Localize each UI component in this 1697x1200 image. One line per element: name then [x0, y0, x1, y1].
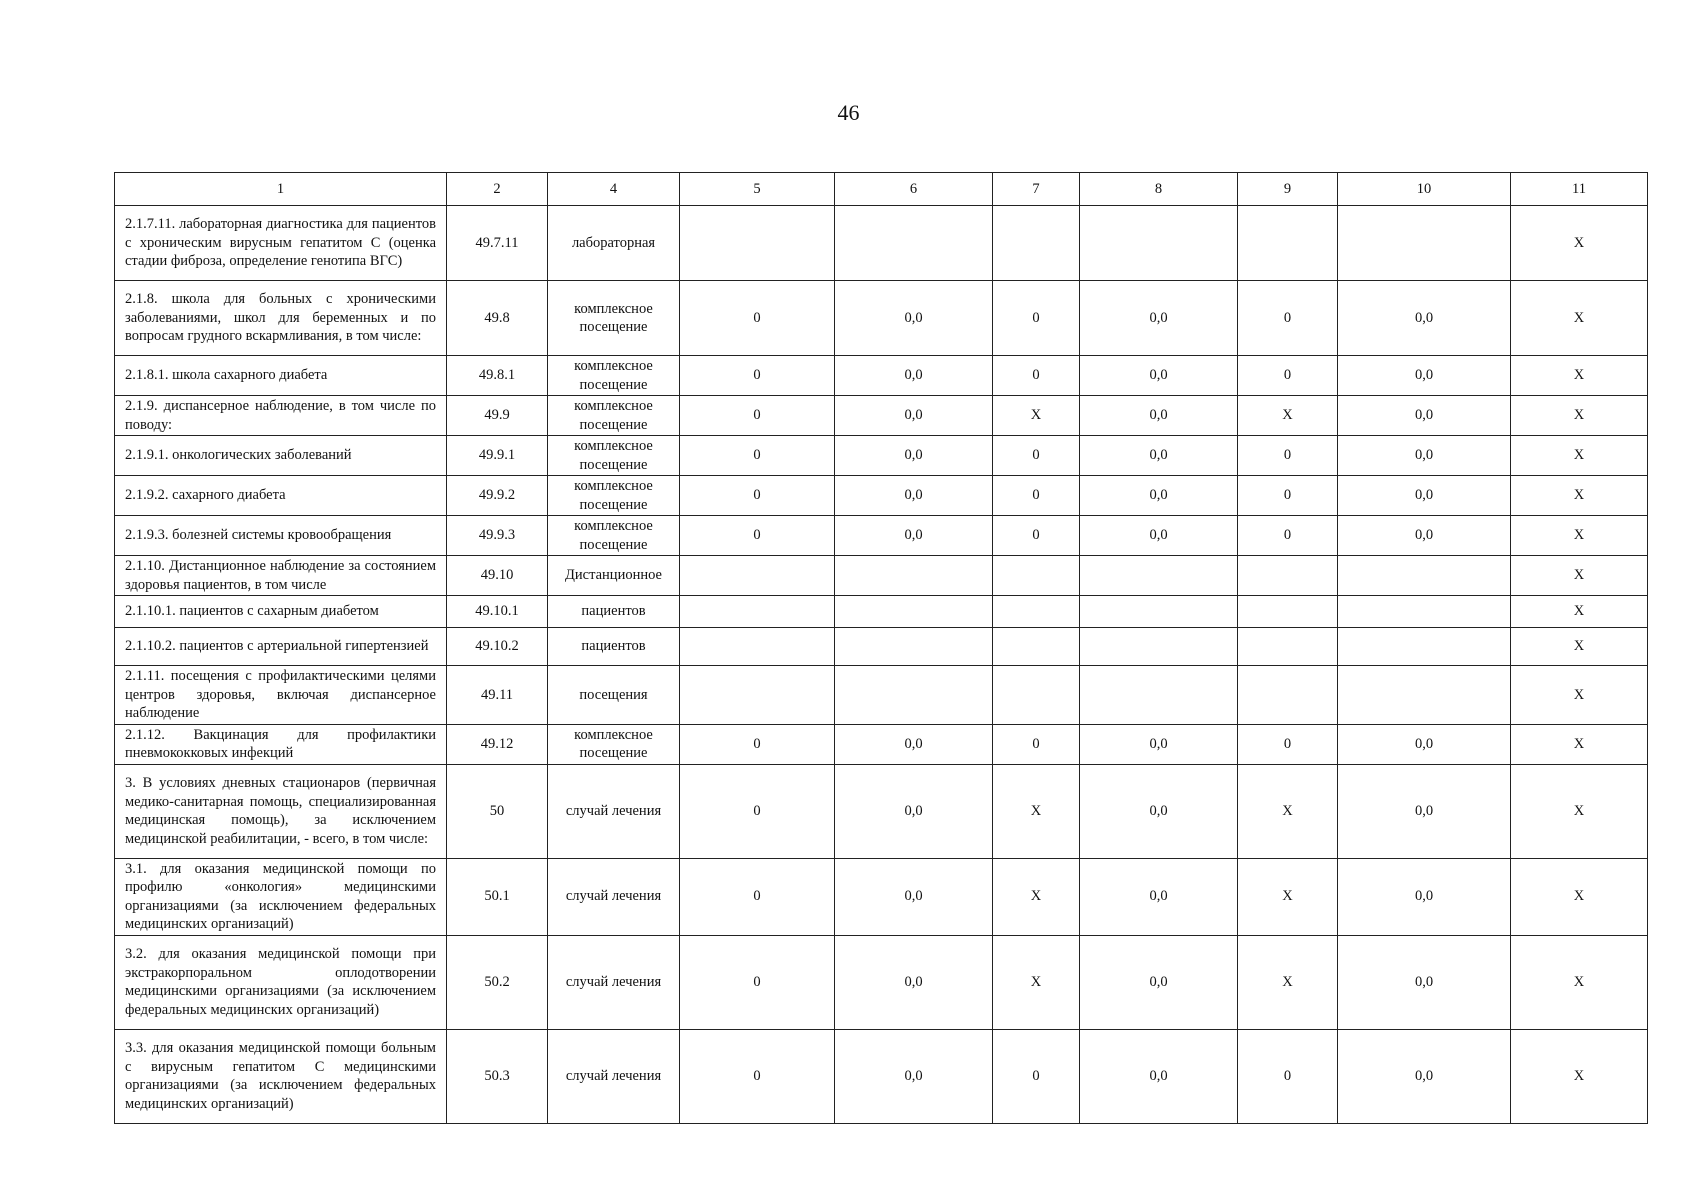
table-row — [115, 206, 1648, 281]
table-row — [115, 724, 1648, 764]
table-cell: 49.8.1 — [447, 356, 548, 396]
table-cell — [1080, 596, 1238, 628]
data-table — [114, 172, 1648, 1124]
table-cell: 49.10 — [447, 556, 548, 596]
table-cell: комплексное посещение — [548, 396, 680, 436]
table-cell: X — [1511, 206, 1648, 281]
table-cell: 0,0 — [1080, 724, 1238, 764]
table-cell: 49.12 — [447, 724, 548, 764]
table-cell: 0 — [1238, 476, 1338, 516]
table-cell: 0,0 — [835, 724, 993, 764]
header-cell: 2 — [447, 173, 548, 206]
table-row — [115, 935, 1648, 1029]
header-cell: 8 — [1080, 173, 1238, 206]
table-row — [115, 628, 1648, 666]
header-cell: 1 — [115, 173, 447, 206]
table-cell — [1080, 628, 1238, 666]
table-row — [115, 281, 1648, 356]
row-label-cell: 3.3. для оказания медицинской помощи больным с вирусным гепатитом С медицинскими организациями (за исключением федеральных медицинских организаций) — [115, 1029, 447, 1123]
row-label-cell: 3. В условиях дневных стационаров (первичная медико-санитарная помощь, специализированная медицинская помощь), за исключением медицинской реабилитации, - всего, в том числе: — [115, 764, 447, 858]
table-cell: комплексное посещение — [548, 516, 680, 556]
row-label-cell: 3.2. для оказания медицинской помощи при экстракорпоральном оплодотворении медицинскими организациями (за исключением федеральных медицинских организаций) — [115, 935, 447, 1029]
table-cell: пациентов — [548, 596, 680, 628]
table-cell: X — [1511, 516, 1648, 556]
table-cell: X — [1511, 1029, 1648, 1123]
table-cell — [680, 596, 835, 628]
table-cell: X — [1511, 356, 1648, 396]
table-cell: X — [1238, 935, 1338, 1029]
table-cell: 0,0 — [1338, 1029, 1511, 1123]
table-cell: 49.10.1 — [447, 596, 548, 628]
table-cell: X — [1511, 764, 1648, 858]
table-cell: 0,0 — [1338, 356, 1511, 396]
table-cell — [835, 596, 993, 628]
page-number: 46 — [837, 100, 860, 125]
table-row — [115, 596, 1648, 628]
table-cell: X — [1511, 396, 1648, 436]
table-cell: комплексное посещение — [548, 356, 680, 396]
table-cell: 0,0 — [1080, 1029, 1238, 1123]
table-cell: 0,0 — [1338, 281, 1511, 356]
header-cell: 7 — [993, 173, 1080, 206]
table-cell: 0,0 — [1080, 476, 1238, 516]
table-cell — [680, 556, 835, 596]
table-row — [115, 516, 1648, 556]
table-cell — [1338, 666, 1511, 725]
table-cell — [1238, 596, 1338, 628]
row-label-cell: 2.1.9. диспансерное наблюдение, в том числе по поводу: — [115, 396, 447, 436]
table-cell: 50.3 — [447, 1029, 548, 1123]
table-row — [115, 666, 1648, 725]
table-cell: 0 — [680, 436, 835, 476]
table-cell: 49.10.2 — [447, 628, 548, 666]
table-cell: 0 — [993, 724, 1080, 764]
table-cell — [1338, 596, 1511, 628]
table-cell: 0 — [680, 935, 835, 1029]
table-cell — [835, 666, 993, 725]
table-cell — [993, 206, 1080, 281]
table-cell: 0,0 — [835, 764, 993, 858]
table-cell: 0 — [1238, 724, 1338, 764]
table-cell: X — [1511, 628, 1648, 666]
table-cell: X — [1511, 858, 1648, 935]
table-cell: 0 — [993, 476, 1080, 516]
table-cell: 49.11 — [447, 666, 548, 725]
table-cell — [1080, 556, 1238, 596]
table-cell: пациентов — [548, 628, 680, 666]
table-row — [115, 436, 1648, 476]
table-cell: X — [1238, 396, 1338, 436]
table-row — [115, 556, 1648, 596]
header-row — [115, 173, 1648, 206]
table-cell: 0 — [680, 1029, 835, 1123]
table-cell — [1238, 666, 1338, 725]
table-cell: 0,0 — [835, 516, 993, 556]
table-cell: 0 — [993, 1029, 1080, 1123]
table-cell — [993, 596, 1080, 628]
table-cell: X — [1511, 556, 1648, 596]
table-cell: X — [1511, 666, 1648, 725]
table-cell: X — [993, 764, 1080, 858]
table-cell: X — [1511, 476, 1648, 516]
table-cell: 0,0 — [835, 858, 993, 935]
table-cell — [993, 628, 1080, 666]
row-label-cell: 2.1.9.3. болезней системы кровообращения — [115, 516, 447, 556]
table-cell: 0 — [1238, 1029, 1338, 1123]
table-cell — [680, 206, 835, 281]
row-label-cell: 3.1. для оказания медицинской помощи по профилю «онкология» медицинскими организациями (за исключением федеральных медицинских организаций) — [115, 858, 447, 935]
table-cell: случай лечения — [548, 935, 680, 1029]
row-label-cell: 2.1.8.1. школа сахарного диабета — [115, 356, 447, 396]
table-cell: 49.7.11 — [447, 206, 548, 281]
row-label-cell: 2.1.10.1. пациентов с сахарным диабетом — [115, 596, 447, 628]
table-cell: 0 — [1238, 436, 1338, 476]
table-cell: 0,0 — [835, 356, 993, 396]
table-cell: 0,0 — [1338, 858, 1511, 935]
table-cell — [835, 206, 993, 281]
table-cell: случай лечения — [548, 1029, 680, 1123]
table-cell: 49.9.3 — [447, 516, 548, 556]
table-cell: 50 — [447, 764, 548, 858]
table-cell: 49.9 — [447, 396, 548, 436]
table-cell: 49.9.2 — [447, 476, 548, 516]
table-cell: 0 — [993, 281, 1080, 356]
table-cell: X — [1238, 764, 1338, 858]
table-cell: X — [1511, 436, 1648, 476]
header-cell: 5 — [680, 173, 835, 206]
row-label-cell: 2.1.10. Дистанционное наблюдение за состоянием здоровья пациентов, в том числе — [115, 556, 447, 596]
table-cell: 0 — [1238, 281, 1338, 356]
table-cell: посещения — [548, 666, 680, 725]
table-cell — [993, 556, 1080, 596]
table-cell: 0,0 — [835, 436, 993, 476]
table-cell: лабораторная — [548, 206, 680, 281]
row-label-cell: 2.1.10.2. пациентов с артериальной гипертензией — [115, 628, 447, 666]
table-cell — [1338, 206, 1511, 281]
table-cell: 50.2 — [447, 935, 548, 1029]
table-cell — [1338, 556, 1511, 596]
table-cell — [1238, 628, 1338, 666]
table-cell: X — [1511, 935, 1648, 1029]
table-cell: случай лечения — [548, 764, 680, 858]
table-cell: 0 — [680, 858, 835, 935]
table-cell: 0,0 — [1338, 764, 1511, 858]
table-cell: 49.9.1 — [447, 436, 548, 476]
header-cell: 11 — [1511, 173, 1648, 206]
table-row — [115, 858, 1648, 935]
table-row — [115, 356, 1648, 396]
table-cell: X — [993, 858, 1080, 935]
table-cell: 0,0 — [1338, 476, 1511, 516]
header-cell: 9 — [1238, 173, 1338, 206]
table-cell — [1238, 556, 1338, 596]
table-cell: комплексное посещение — [548, 436, 680, 476]
table-cell: X — [1238, 858, 1338, 935]
table-cell: 50.1 — [447, 858, 548, 935]
table-cell: 0 — [680, 476, 835, 516]
row-label-cell: 2.1.9.2. сахарного диабета — [115, 476, 447, 516]
table-cell: 0,0 — [1080, 858, 1238, 935]
table-cell: 0 — [680, 281, 835, 356]
table-cell: X — [1511, 596, 1648, 628]
table-cell: 0,0 — [1080, 356, 1238, 396]
table-cell: 0 — [993, 516, 1080, 556]
table-cell: X — [1511, 281, 1648, 356]
table-cell: 0 — [680, 356, 835, 396]
row-label-cell: 2.1.11. посещения с профилактическими целями центров здоровья, включая диспансерное наблюдение — [115, 666, 447, 725]
table-row — [115, 476, 1648, 516]
row-label-cell: 2.1.7.11. лабораторная диагностика для пациентов с хроническим вирусным гепатитом С (оценка стадии фиброза, определение генотипа ВГС) — [115, 206, 447, 281]
table-cell: 0 — [993, 436, 1080, 476]
table-cell: 0 — [680, 516, 835, 556]
table-cell — [1080, 206, 1238, 281]
row-label-cell: 2.1.9.1. онкологических заболеваний — [115, 436, 447, 476]
table-cell: 0 — [680, 764, 835, 858]
table-cell — [835, 628, 993, 666]
table-cell: 0,0 — [835, 935, 993, 1029]
table-cell: комплексное посещение — [548, 281, 680, 356]
table-cell: 0,0 — [1338, 396, 1511, 436]
table-row — [115, 396, 1648, 436]
table-cell: 0 — [993, 356, 1080, 396]
table-cell: 0,0 — [835, 476, 993, 516]
table-cell — [1238, 206, 1338, 281]
table-cell: 49.8 — [447, 281, 548, 356]
table-cell: комплексное посещение — [548, 724, 680, 764]
table-cell: 0 — [1238, 356, 1338, 396]
table-cell: комплексное посещение — [548, 476, 680, 516]
table-cell: 0,0 — [835, 1029, 993, 1123]
table-cell — [1080, 666, 1238, 725]
table-cell: 0,0 — [835, 396, 993, 436]
table-cell — [1338, 628, 1511, 666]
table-cell: 0,0 — [1080, 436, 1238, 476]
table-cell: 0 — [680, 724, 835, 764]
table-cell: 0,0 — [1338, 724, 1511, 764]
table-cell — [680, 666, 835, 725]
row-label-cell: 2.1.8. школа для больных с хроническими заболеваниями, школ для беременных и по вопросам грудного вскармливания, в том числе: — [115, 281, 447, 356]
table-cell: 0,0 — [1080, 281, 1238, 356]
table-cell: 0,0 — [1080, 935, 1238, 1029]
table-cell: случай лечения — [548, 858, 680, 935]
header-cell: 4 — [548, 173, 680, 206]
header-cell: 10 — [1338, 173, 1511, 206]
table-cell: 0 — [680, 396, 835, 436]
row-label-cell: 2.1.12. Вакцинация для профилактики пневмококковых инфекций — [115, 724, 447, 764]
table-cell: 0,0 — [1080, 764, 1238, 858]
table-cell: 0,0 — [1338, 935, 1511, 1029]
table-cell: 0 — [1238, 516, 1338, 556]
table-cell: Дистанционное — [548, 556, 680, 596]
table-body — [115, 206, 1648, 1124]
table-cell: 0,0 — [835, 281, 993, 356]
table-cell — [835, 556, 993, 596]
table-cell: 0,0 — [1338, 516, 1511, 556]
table-cell: X — [993, 935, 1080, 1029]
table-cell: 0,0 — [1080, 516, 1238, 556]
table-header — [115, 173, 1648, 206]
table-row — [115, 1029, 1648, 1123]
header-cell: 6 — [835, 173, 993, 206]
table-cell: 0,0 — [1338, 436, 1511, 476]
table-cell: X — [993, 396, 1080, 436]
table-cell — [993, 666, 1080, 725]
table-row — [115, 764, 1648, 858]
table-cell — [680, 628, 835, 666]
table-cell: 0,0 — [1080, 396, 1238, 436]
table-cell: X — [1511, 724, 1648, 764]
